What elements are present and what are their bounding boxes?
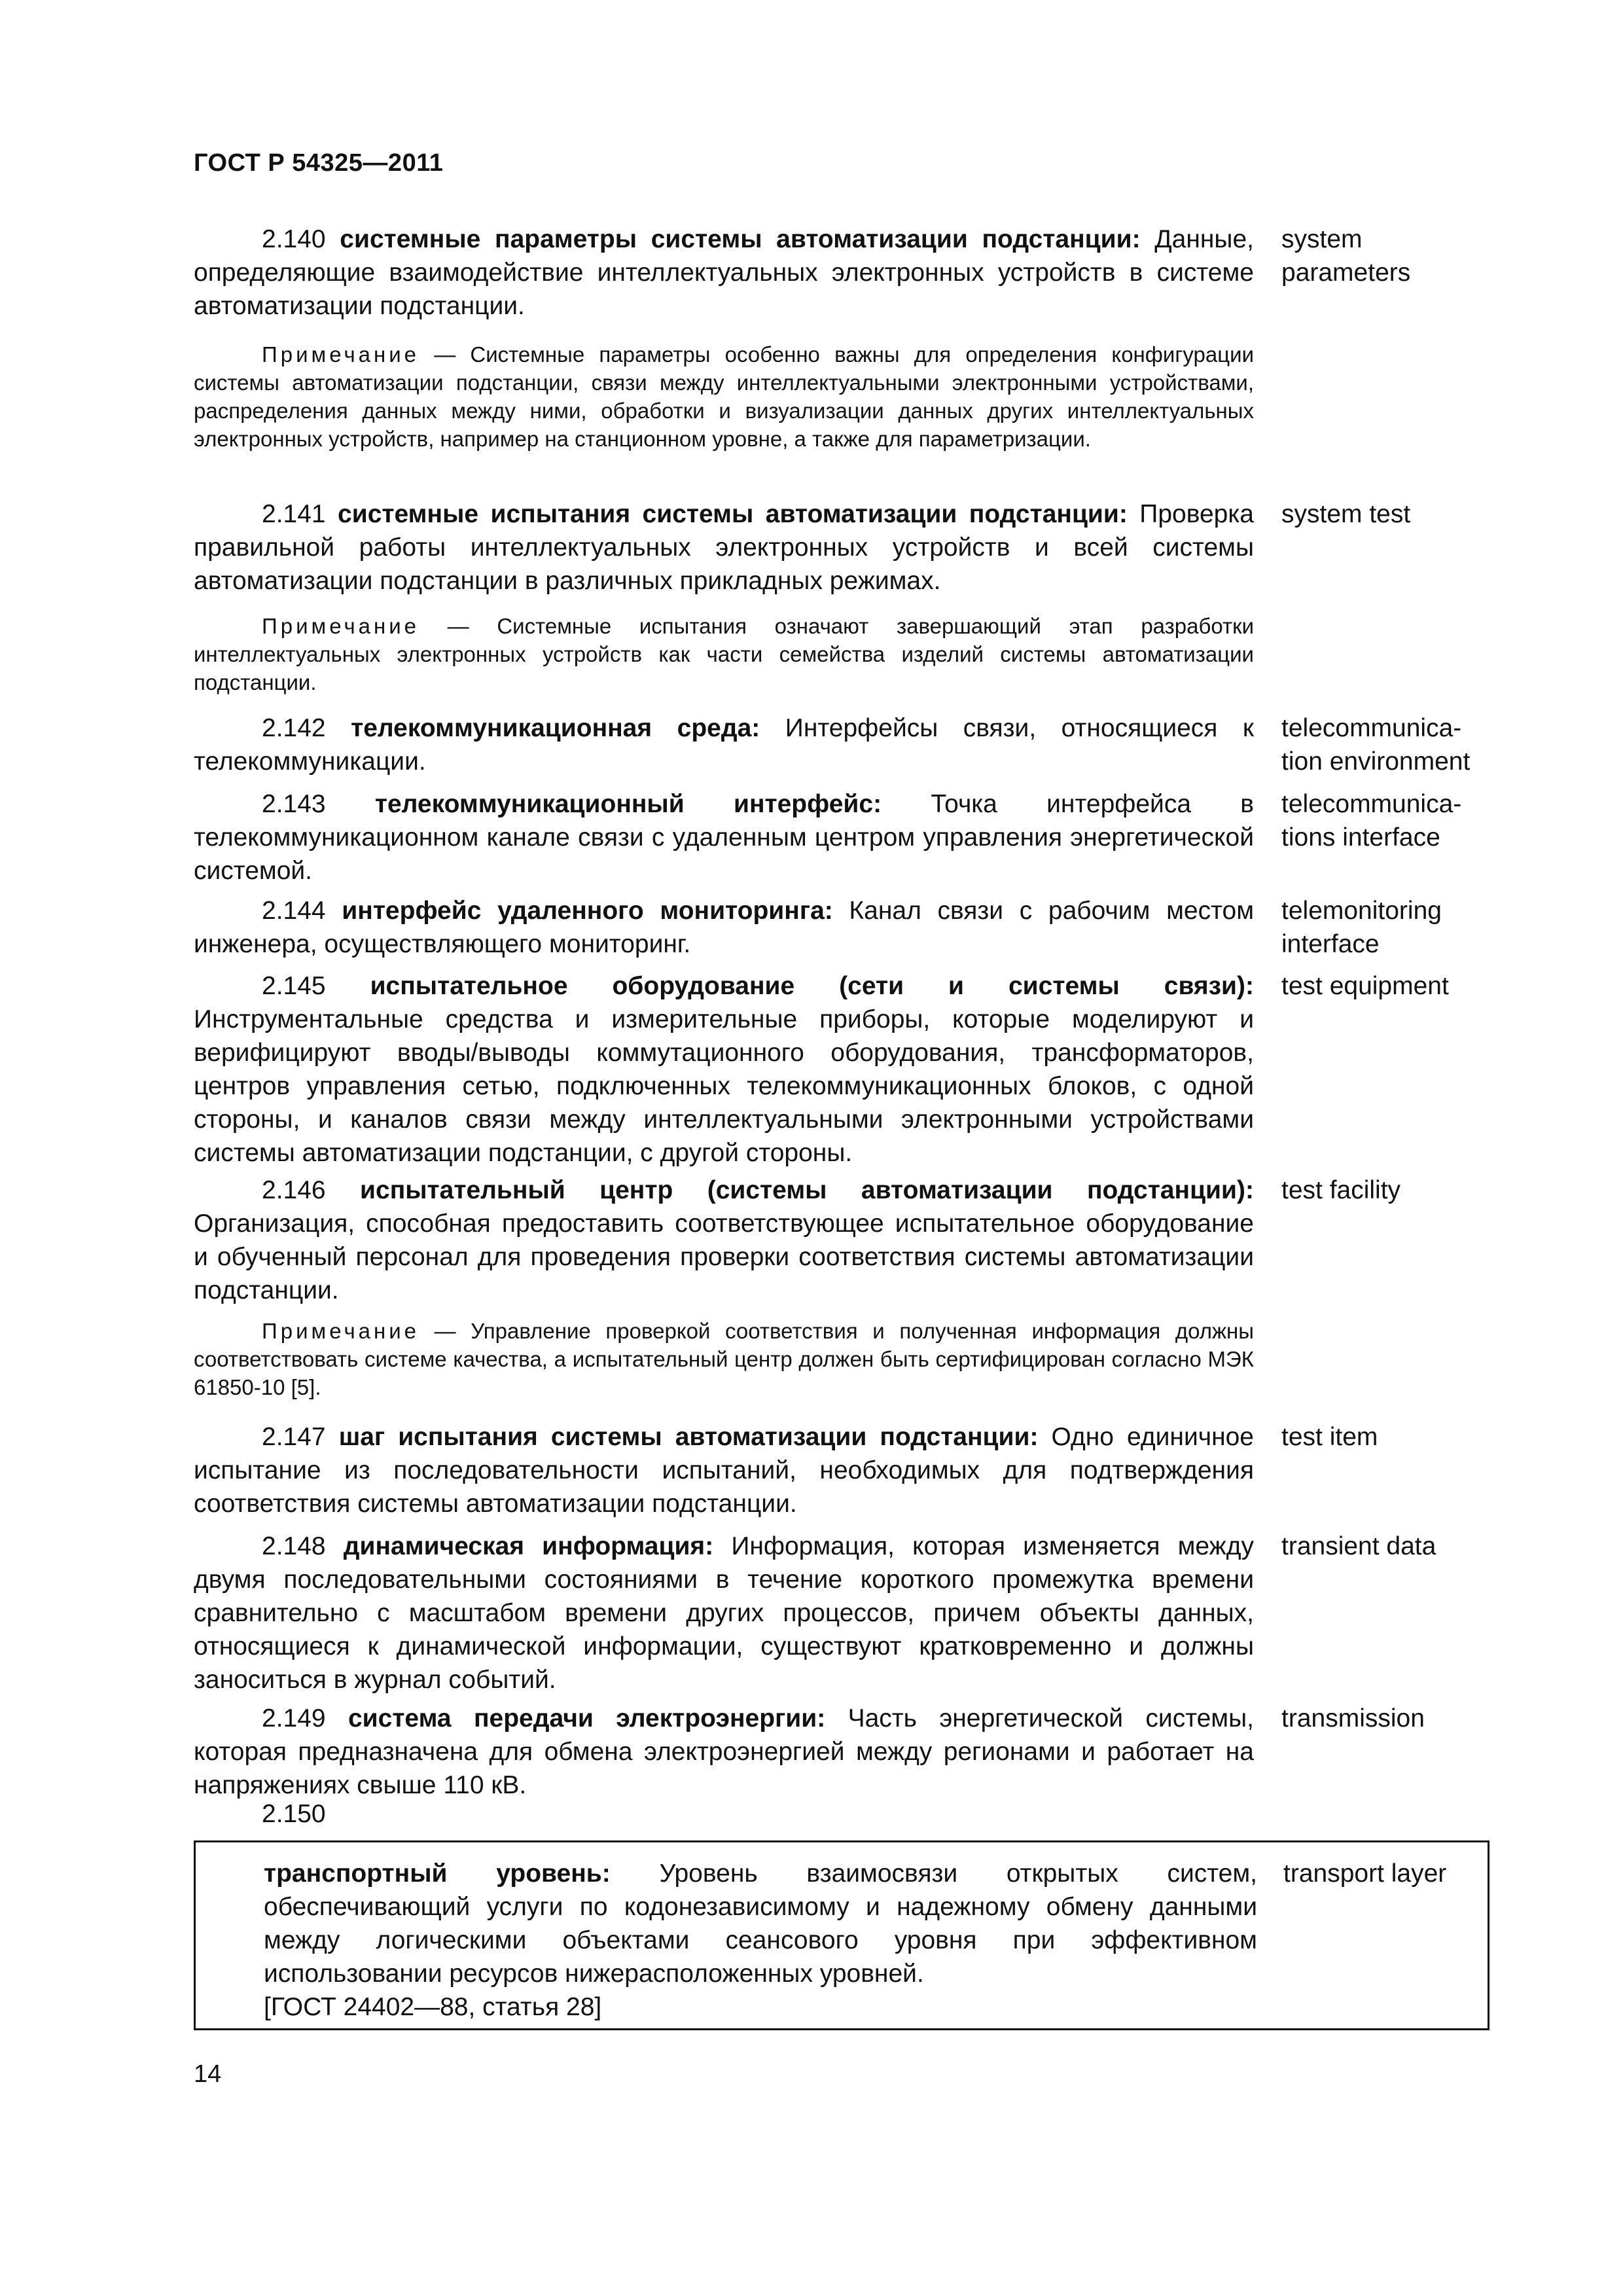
- term-text: Организация, способная предоставить соответствующее испытательное оборудование и обученный персонал для проведения проверки соответствия системы автоматизации подстанции.: [194, 1210, 1254, 1304]
- note-label: Примечание: [262, 342, 420, 367]
- term-definition: [194, 1174, 1254, 1307]
- term-number: 2.144: [262, 897, 326, 925]
- term-text: Информация, которая изменяется между двумя последовательными состояниями в течение короткого промежутка времени сравнительно с масштабом времени других процессов, причем объекты данных, относящиеся к динамической информации, существуют кратковременно и должны заноситься в журнал событий.: [194, 1532, 1255, 1694]
- term-text: Точка интерфейса в телекоммуникационном канале связи с удаленным центром управления энергетической системой.: [194, 790, 1254, 885]
- term-name: шаг испытания системы автоматизации подстанции:: [338, 1423, 1039, 1451]
- term-number: 2.148: [262, 1532, 326, 1560]
- term-english: test equipment: [1281, 972, 1449, 1000]
- term-english: telecommunica-tion environment: [1281, 714, 1471, 776]
- note: [194, 1317, 1254, 1401]
- term-name: телекоммуникационный интерфейс:: [374, 790, 882, 818]
- document-header: ГОСТ Р 54325—2011: [194, 149, 444, 177]
- term-english: telemonitoring interface: [1281, 897, 1442, 958]
- term-name: интерфейс удаленного мониторинга:: [342, 897, 833, 925]
- term-text: Часть энергетической системы, которая предназначена для обмена электроэнергией между регионами и работает на напряжениях свыше 110 кВ.: [194, 1704, 1254, 1799]
- term-name: испытательное оборудование (сети и системы связи):: [370, 972, 1254, 1000]
- term-definition: [264, 1857, 1257, 1990]
- term-english: test facility: [1281, 1176, 1401, 1204]
- term-text: Данные, определяющие взаимодействие интеллектуальных электронных устройств в системе автоматизации подстанции.: [194, 225, 1254, 320]
- boxed-term: [194, 1840, 1489, 2030]
- term-english: test item: [1281, 1423, 1378, 1451]
- term-english: transient data: [1281, 1532, 1436, 1560]
- term-name: телекоммуникационная среда:: [351, 714, 760, 742]
- term-number: 2.150: [262, 1800, 326, 1828]
- term-text: Инструментальные средства и измерительные приборы, которые моделируют и верифицируют вводы/выводы коммутационного оборудования, трансформаторов, центров управления сетью, подключенных телекоммуникационных блоков, с одной стороны, и каналов связи между интеллектуальными электронными устройствами системы автоматизации подстанции, с другой стороны.: [194, 1005, 1254, 1167]
- term-number: 2.145: [262, 972, 326, 1000]
- term-definition: [194, 711, 1254, 778]
- note-text: — Системные параметры особенно важны для определения конфигурации системы автоматизации подстанции, связи между интеллектуальными электронными устройствами, распределения данных между ними, обработки и визуализации данных других интеллектуальных электронных устройств, например на станционном уровне, а также для параметризации.: [194, 342, 1254, 451]
- note-label: Примечание: [262, 1319, 420, 1343]
- term-number: 2.141: [262, 500, 326, 528]
- term-definition: [194, 1420, 1254, 1520]
- note-label: Примечание: [262, 614, 420, 638]
- term-text: Проверка правильной работы интеллектуальных электронных устройств и всей системы автоматизации подстанции в различных прикладных режимах.: [194, 500, 1254, 595]
- term-number: 2.146: [262, 1176, 326, 1204]
- term-english: system parameters: [1281, 225, 1411, 287]
- term-name: система передачи электроэнергии:: [348, 1704, 826, 1732]
- term-english: transport layer: [1283, 1859, 1447, 1888]
- term-text: Уровень взаимосвязи открытых систем, обеспечивающий услуги по кодонезависимому и надежному обмену данными между логическими объектами сеансового уровня при эффективном использовании ресурсов нижерасположенных уровней.: [264, 1859, 1258, 1988]
- term-text: Интерфейсы связи, относящиеся к телекоммуникации.: [194, 714, 1254, 776]
- note-text: — Управление проверкой соответствия и полученная информация должны соответствовать системе качества, а испытательный центр должен быть сертифицирован согласно МЭК 61850-10 [5].: [194, 1319, 1254, 1399]
- term-definition: [194, 1530, 1254, 1696]
- page-number: 14: [194, 2060, 222, 2088]
- note-text: — Системные испытания означают завершающий этап разработки интеллектуальных электронных устройств как части семейства изделий системы автоматизации подстанции.: [194, 614, 1254, 694]
- term-definition: [194, 969, 1254, 1170]
- term-name: динамическая информация:: [343, 1532, 714, 1560]
- term-name: системные параметры системы автоматизации подстанции:: [340, 225, 1141, 253]
- term-english: transmission: [1281, 1704, 1425, 1732]
- term-definition: [194, 787, 1254, 888]
- term-number: 2.140: [262, 225, 326, 253]
- term-definition: [194, 894, 1254, 961]
- term-name: системные испытания системы автоматизации подстанции:: [338, 500, 1128, 528]
- term-definition: [194, 223, 1254, 323]
- note: [194, 612, 1254, 696]
- source-reference: [ГОСТ 24402—88, статья 28]: [264, 1993, 602, 2021]
- term-number: 2.143: [262, 790, 326, 818]
- term-name: испытательный центр (системы автоматизации подстанции):: [360, 1176, 1254, 1204]
- term-number: 2.149: [262, 1704, 326, 1732]
- term-text: Одно единичное испытание из последовательности испытаний, необходимых для подтверждения соответствия системы автоматизации подстанции.: [194, 1423, 1254, 1518]
- term-english: system test: [1281, 500, 1411, 528]
- term-definition: [194, 1702, 1254, 1802]
- term-number: 2.147: [262, 1423, 326, 1451]
- term-number: 2.142: [262, 714, 326, 742]
- term-english: telecommunica-tions interface: [1281, 790, 1462, 852]
- term-definition: [194, 497, 1254, 598]
- term-name: транспортный уровень:: [264, 1859, 611, 1888]
- term-text: Канал связи с рабочим местом инженера, осуществляющего мониторинг.: [194, 897, 1254, 958]
- note: [194, 340, 1254, 453]
